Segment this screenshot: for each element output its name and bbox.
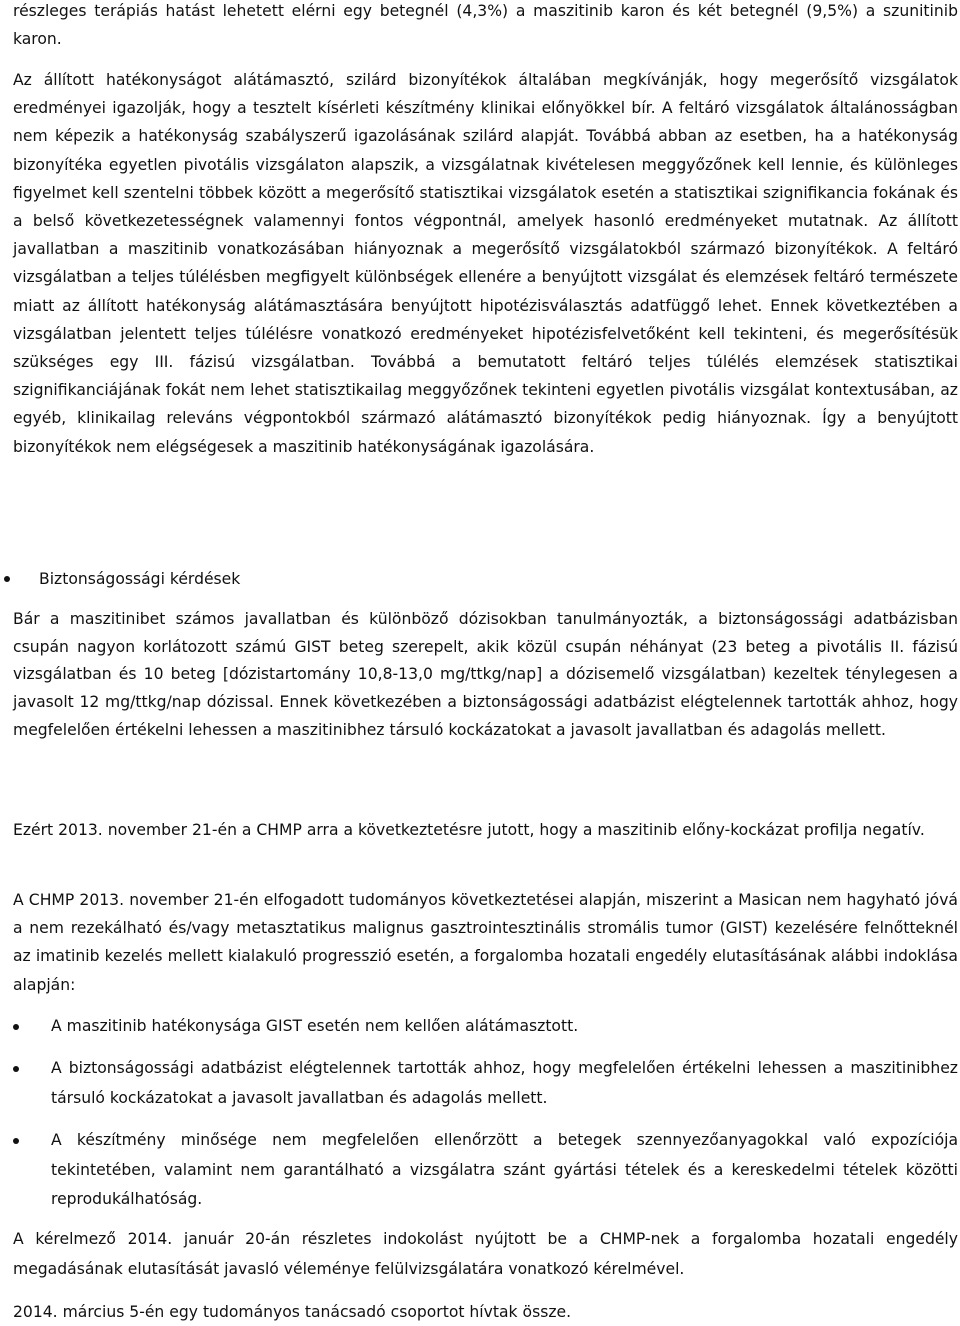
bullet-icon: [4, 576, 10, 582]
bullet-icon: [13, 1066, 19, 1072]
paragraph-efficacy-evidence: Az állított hatékonyságot alátámasztó, szilárd bizonyítékok általában megkívánják, hogy megerősítő vizsgálatok eredményei igazolják, hogy a tesztelt kísérleti készítmény klinikai előnyökkel bír. A feltáró vizsgálatok általánosságban nem képezik a hatékonyság szabályszerű igazolásának szilárd alapját. Továbbá abban az esetben, ha a hatékonyság bizonyítéka egyetlen pivotális vizsgálaton alapszik, a vizsgálatnak kivételesen meggyőzőnek kell lennie, és különleges figyelmet kell szentelni többek között a megerősítő statisztikai vizsgálatok esetén a statisztikai szignifikancia fokának és a belső következetességnek valamennyi fontos végpontnál, amelyek hasonló eredményeket mutatnak. Az állított javallatban a maszitinib vonatkozásában hiányoznak a megerősítő vizsgálatokból származó bizonyítékok. A feltáró vizsgálatban a teljes túlélésben megfigyelt különbségek ellenére a benyújtott vizsgálat és elemzések feltáró természete miatt az állított hatékonyság alátámasztására benyújtott hipotézisválasztás adatfüggő lehet. Ennek következtében a vizsgálatban jelentett teljes túlélésre vonatkozó eredményeket hipotézisfelvetőként kell tekinteni, és megerősítésük szükséges egy III. fázisú vizsgálatban. Továbbá a bemutatott feltáró teljes túlélés elemzések statisztikai szignifikanciájának fokát nem lehet statisztikailag meggyőzőnek tekinteni egyetlen pivotális vizsgálat kontextusában, az egyéb, klinikailag releváns végpontokból származó alátámasztó bizonyítékok pedig hiányoznak. Így a benyújtott bizonyítékok nem elégségesek a maszitinib hatékonyságának igazolására.: [13, 71, 958, 456]
safety-heading: Biztonságossági kérdések: [39, 570, 241, 588]
ground-quality: A készítmény minősége nem megfelelően ellenőrzött a betegek szennyezőanyagokkal való expozíciója tekintetében, valamint nem garantálható a vizsgálatra szánt gyártási tételek és a kereskedelmi tételek közötti reprodukálhatóság.: [51, 1131, 958, 1208]
paragraph-reexamination: A kérelmező 2014. január 20-án részletes indokolást nyújtott be a CHMP-nek a forgalomba hozatali engedély megadásának elutasítását javasló véleménye felülvizsgálatára vonatkozó kérelmével.: [13, 1230, 958, 1278]
paragraph-advisory-group: 2014. március 5-én egy tudományos tanácsadó csoportot hívtak össze.: [13, 1303, 572, 1321]
ground-efficacy: A maszitinib hatékonysága GIST esetén nem kellően alátámasztott.: [51, 1017, 579, 1035]
paragraph-chmp-conclusion: Ezért 2013. november 21-én a CHMP arra a következtetésre jutott, hogy a maszitinib előny-kockázat profilja negatív.: [13, 821, 925, 839]
bullet-icon: [13, 1024, 19, 1030]
ground-safety: A biztonságossági adatbázist elégtelennek tartották ahhoz, hogy megfelelően értékelni lehessen a maszitinibhez társuló kockázatokat a javasolt javallatban és adagolás mellett.: [51, 1059, 958, 1107]
paragraph-partial-response: részleges terápiás hatást lehetett elérni egy betegnél (4,3%) a maszitinib karon és két betegnél (9,5%) a szunitinib karon.: [13, 2, 958, 49]
bullet-icon: [13, 1138, 19, 1144]
paragraph-refusal-basis: A CHMP 2013. november 21-én elfogadott tudományos következtetései alapján, miszerint a Masican nem hagyható jóvá a nem rezekálható és/vagy metasztatikus malignus gasztrointesztinális stromális tumor (GIST) kezelésére felnőtteknél az imatinib kezelés mellett kialakuló progresszió esetén, a forgalomba hozatali engedély elutasításának alábbi indoklása alapján:: [13, 891, 958, 994]
paragraph-safety-database: Bár a maszitinibet számos javallatban és különböző dózisokban tanulmányozták, a biztonságossági adatbázisban csupán nagyon korlátozott számú GIST beteg szerepelt, akik közül csupán néhányat (23 beteg a pivotális II. fázisú vizsgálatban és 10 beteg [dózistartomány 10,8-13,0 mg/ttkg/nap] a dózisemelő vizsgálatban) kezeltek ténylegesen a javasolt 12 mg/ttkg/nap dózissal. Ennek következében a biztonságossági adatbázist elégtelennek tartották ahhoz, hogy megfelelően értékelni lehessen a maszitinibhez társuló kockázatokat a javasolt javallatban és adagolás mellett.: [13, 610, 958, 739]
